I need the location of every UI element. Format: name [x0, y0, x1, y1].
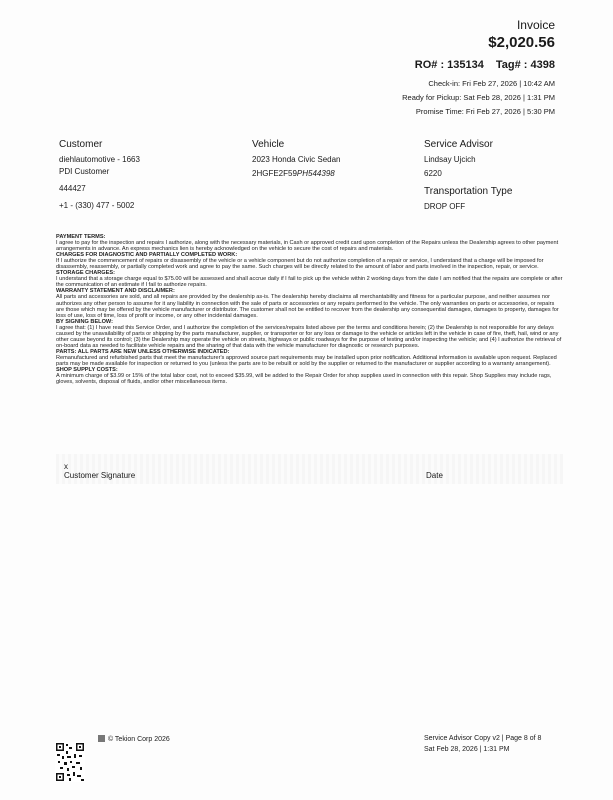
- invoice-total: $2,020.56: [488, 34, 555, 51]
- customer-phone: +1 - (330) 477 - 5002: [59, 201, 135, 210]
- ro-number: RO# : 135134: [414, 59, 484, 71]
- terms-section-body: I understand that a storage charge equal to $75.00 will be assessed and shall accrue daily if I fail to pick up the vehicle within 2 working days from the date I am notified that the repairs are complete or after the communication of an estimate if I fail to authorize repairs.: [56, 276, 563, 289]
- terms-section-title: WARRANTY STATEMENT AND DISCLAIMER:: [56, 288, 175, 295]
- check-in-time: Check-in: Fri Feb 27, 2026 | 10:42 AM: [428, 79, 555, 88]
- tag-number: Tag# : 4398: [495, 59, 555, 71]
- customer-heading: Customer: [59, 139, 103, 150]
- terms-section-title: SHOP SUPPLY COSTS:: [56, 367, 118, 374]
- invoice-label: Invoice: [516, 18, 555, 32]
- terms-and-conditions: [56, 234, 563, 385]
- service-advisor-section: [424, 138, 493, 180]
- vehicle-heading: Vehicle: [252, 139, 285, 150]
- promise-time: Promise Time: Fri Feb 27, 2026 | 5:30 PM: [415, 107, 555, 116]
- copy-info: Service Advisor Copy v2 | Page 8 of 8: [424, 735, 542, 742]
- terms-section-body: If I authorize the commencement of repairs or disassembly of the vehicle or a vehicle component but do not authorize completion of a repair or service, I understand that a charge will be imposed for disassembly, reassembly, or partially completed work and agree to pay the same. Such charges will be directly related to the amount of labor and parts involved in the inspection, repair, or service.: [56, 258, 544, 271]
- vehicle-vin: [252, 168, 341, 180]
- customer-signature-label: Customer Signature: [64, 471, 136, 480]
- tekion-logo-icon: [98, 735, 105, 742]
- customer-name: diehlautomotive - 1663: [59, 155, 140, 164]
- terms-section: [56, 234, 563, 252]
- terms-section-title: PAYMENT TERMS:: [56, 234, 106, 240]
- customer-section: [59, 138, 140, 212]
- transportation-heading: Transportation Type: [424, 186, 513, 197]
- terms-section-title: STORAGE CHARGES:: [56, 270, 115, 277]
- date-label: Date: [426, 471, 443, 480]
- terms-section-title: CHARGES FOR DIAGNOSTIC AND PARTIALLY COMPLETED WORK:: [56, 252, 238, 259]
- terms-section: [56, 252, 563, 270]
- vin-prefix: 2HGFE2F59: [252, 169, 297, 178]
- terms-section-title: PARTS: ALL PARTS ARE NEW UNLESS OTHERWISE INDICATED:: [56, 348, 230, 355]
- footer-info: [424, 733, 541, 755]
- vin-suffix: PH544398: [296, 169, 335, 178]
- terms-section-body: A minimum charge of $3.99 or 15% of the total labor cost, not to exceed $35.99, will be added to the Repair Order for shop supplies used in connection with this repair. Shop Supplies may include rags, gloves, solvents, disposal of fluids, and/or other miscellaneous items.: [56, 373, 552, 386]
- terms-section: [56, 367, 563, 385]
- corp-notice: [98, 735, 170, 743]
- terms-section: [56, 349, 563, 367]
- time-block: [402, 77, 555, 119]
- terms-section: [56, 270, 563, 288]
- signature-x-mark: x: [64, 462, 68, 471]
- terms-section-body: All parts and accessories are sold, and all repairs are provided by the dealership as-is. The dealership hereby disclaims all merchantability and fitness for a particular purpose, and neither assumes nor authorizes any other person to assume for it any liability in connection with the sale of parts or accessories or any repairs performed to the vehicle. The only warranties on parts or accessories, or repairs are those which may be offered by the vehicle manufacturer or distributor. The customer shall not be entitled to recover from the dealership any consequential damages, damages to property, damages for loss of use, loss of time, loss of profit or income, or any other incidental damages.: [56, 294, 559, 319]
- printed-time: Sat Feb 28, 2026 | 1:31 PM: [424, 746, 510, 753]
- invoice-header: [488, 18, 555, 52]
- transportation-value: DROP OFF: [424, 202, 466, 211]
- terms-section-body: I agree that: (1) I have read this Service Order, and I authorize the completion of the services/repairs listed above per the terms and conditions herein; (2) the Dealership is not responsible for any delays caused by the unavailability of parts or shipping by the parts manufacturer, supplier, or transporter or for any loss or damage to the vehicle or articles left in the vehicle in case of fire, theft, hail, wind or any other cause beyond its control; (3) the Dealership may operate the vehicle on streets, highways or public roadways for the purpose of testing and/or inspecting the vehicle; and (4) I authorize the retrieval of on-board data as needed to facilitate vehicle repairs and the sharing of that data with the vehicle manufacturer for diagnostic or research purposes.: [56, 324, 562, 349]
- corp-text: © Tekion Corp 2026: [107, 736, 170, 743]
- qr-code: [55, 742, 85, 782]
- customer-number: 444427: [59, 184, 86, 193]
- transportation-section: [424, 185, 512, 213]
- vehicle-model: 2023 Honda Civic Sedan: [252, 155, 341, 164]
- terms-section-title: BY SIGNING BELOW:: [56, 318, 113, 325]
- terms-section-body: I agree to pay for the inspection and repairs I authorize, along with the necessary materials, in Cash or approved credit card upon completion of the Repairs unless the Dealership agrees to other payment arrangements in advance. An express mechanics lien is hereby acknowledged on the vehicle to secure the cost of repairs and materials.: [56, 240, 559, 253]
- terms-section: [56, 319, 563, 349]
- terms-section: [56, 288, 563, 318]
- service-advisor-id: 6220: [424, 169, 442, 178]
- service-advisor-heading: Service Advisor: [424, 139, 493, 150]
- vehicle-section: [252, 138, 341, 180]
- ready-for-pickup-time: Ready for Pickup: Sat Feb 28, 2026 | 1:31 PM: [402, 93, 555, 102]
- ro-tag-line: [415, 59, 555, 71]
- service-advisor-name: Lindsay Ujcich: [424, 155, 476, 164]
- terms-section-body: Remanufactured and refurbished parts that meet the manufacturer's approved source part requirements may be installed upon prior notification. Additional information is available upon request. Replaced parts may be made available for inspection or returned to you (unless the parts are to be rebuilt or sold by the supplier or returned to the manufacturer or supplier according to a warranty arrangement).: [56, 354, 557, 367]
- customer-type: PDI Customer: [59, 167, 110, 176]
